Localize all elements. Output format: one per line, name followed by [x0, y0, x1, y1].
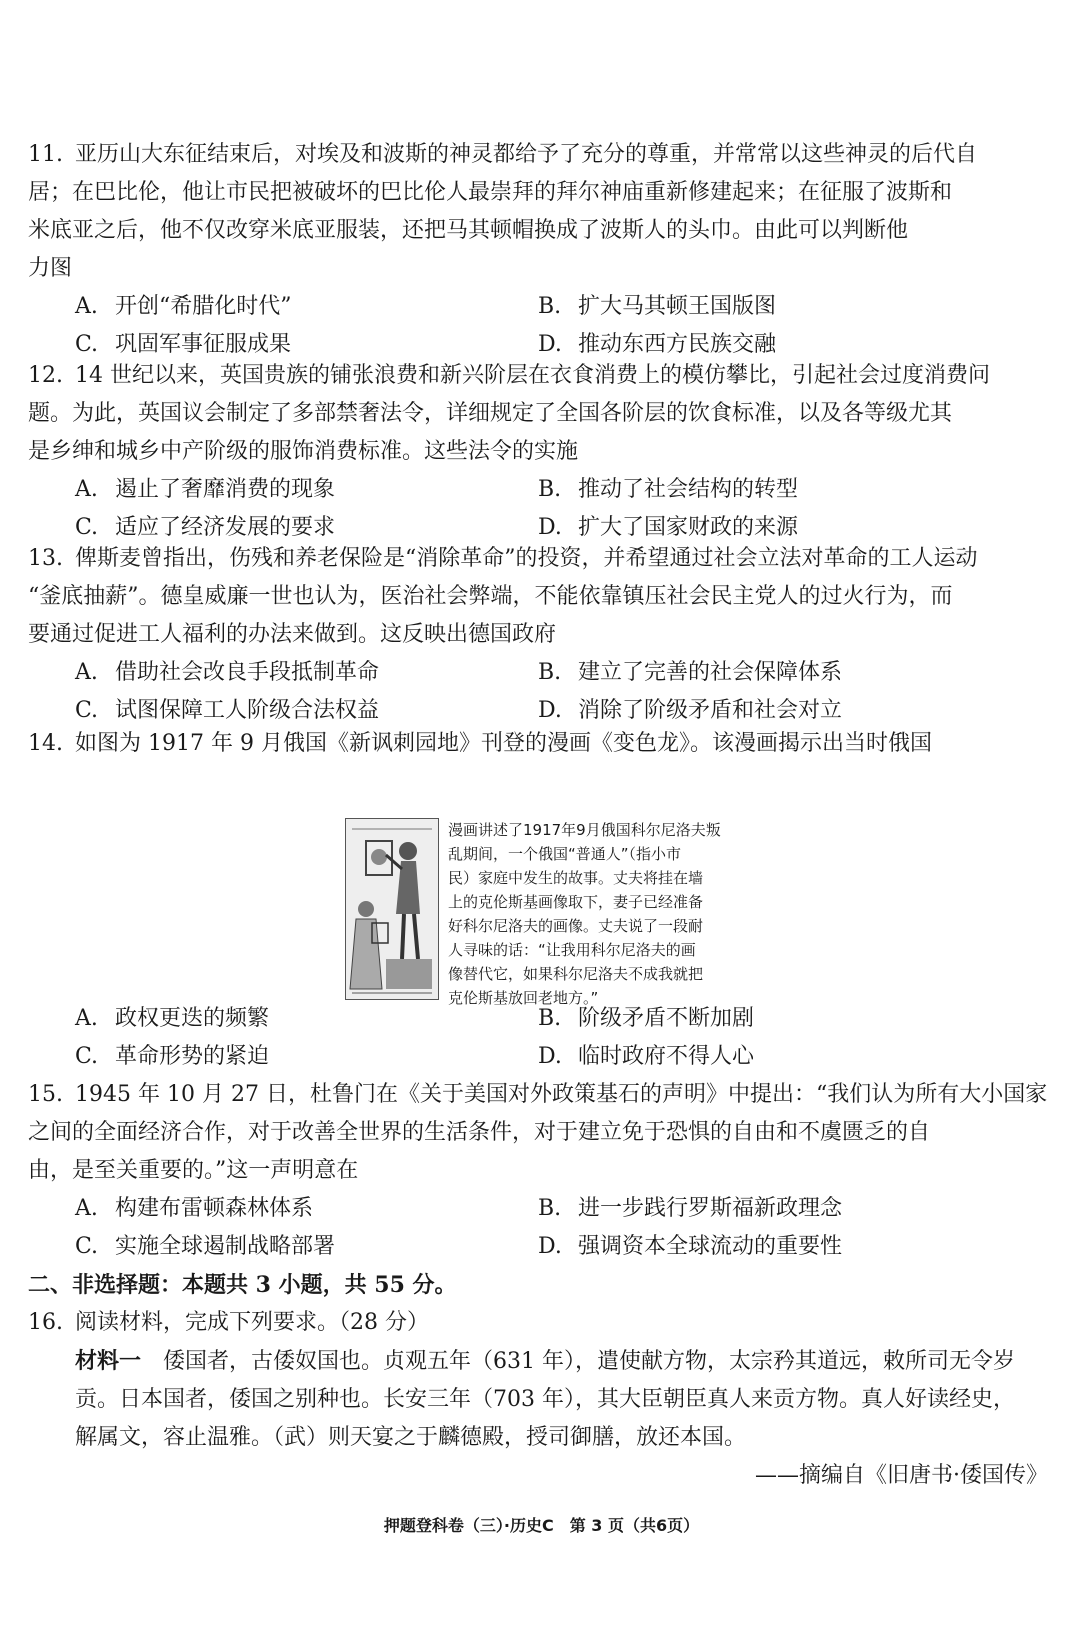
option-c: C. 巩固军事征服成果: [75, 332, 292, 357]
cartoon-figure: [345, 818, 765, 1007]
option-d: D. 临时政府不得人心: [538, 1044, 755, 1069]
option-d: D. 推动东西方民族交融: [538, 332, 777, 357]
question-number: 15.: [28, 1082, 63, 1107]
question-number: 13.: [28, 546, 63, 571]
option-b: B. 进一步践行罗斯福新政理念: [538, 1196, 843, 1221]
option-c: C. 适应了经济发展的要求: [75, 515, 336, 540]
material-line: 倭国者，古倭奴国也。贞观五年（631 年），遣使献方物，太宗矜其道远，敕所司无令岁: [163, 1349, 1016, 1374]
option-row: [28, 1000, 1058, 1038]
question-stem-line: 居；在巴比伦，他让市民把被破坏的巴比伦人最崇拜的拜尔神庙重新修建起来；在征服了波斯和: [28, 180, 953, 205]
cartoon-image: [345, 818, 439, 1000]
section-heading: [28, 1266, 1058, 1304]
option-d: D. 消除了阶级矛盾和社会对立: [538, 698, 843, 723]
question-stem-line: “釜底抽薪”。德皇威廉一世也认为，医治社会弊端，不能依靠镇压社会民主党人的过火行为，而: [28, 584, 953, 609]
option-a: A. 开创“希腊化时代”: [75, 294, 292, 319]
option-row: [28, 654, 1058, 692]
question-stem-line: 由，是至关重要的。”这一声明意在: [28, 1158, 359, 1183]
option-c: C. 试图保障工人阶级合法权益: [75, 698, 380, 723]
section-title: 二、非选择题：本题共 3 小题，共 55 分。: [28, 1272, 457, 1298]
question-stem-line: 1945 年 10 月 27 日，杜鲁门在《关于美国对外政策基石的声明》中提出：“我们认为所有大小国家: [75, 1082, 1048, 1107]
option-b: B. 建立了完善的社会保障体系: [538, 660, 843, 685]
question-stem-line: 如图为 1917 年 9 月俄国《新讽刺园地》刊登的漫画《变色龙》。该漫画揭示出当时俄国: [75, 731, 932, 756]
material-line: 贡。日本国者，倭国之别种也。长安三年（703 年），其大臣朝臣真人来贡方物。真人好读经史，: [75, 1387, 1015, 1412]
question-number: 14.: [28, 731, 63, 756]
question-stem-line: 亚历山大东征结束后，对埃及和波斯的神灵都给予了充分的尊重，并常常以这些神灵的后代自: [75, 142, 978, 167]
option-b: B. 阶级矛盾不断加剧: [538, 1006, 755, 1031]
option-row: [28, 1228, 1058, 1266]
option-row: [28, 1038, 1058, 1076]
question-14: [28, 725, 1058, 763]
question-stem-line: 俾斯麦曾指出，伤残和养老保险是“消除革命”的投资，并希望通过社会立法对革命的工人运动: [75, 546, 978, 571]
question-stem: 阅读材料，完成下列要求。（28 分）: [75, 1310, 429, 1335]
option-a: A. 政权更迭的频繁: [75, 1006, 270, 1031]
question-12: [28, 357, 1058, 547]
question-15: [28, 1076, 1058, 1266]
question-stem-line: 米底亚之后，他不仅改穿米底亚服装，还把马其顿帽换成了波斯人的头巾。由此可以判断他: [28, 218, 909, 243]
option-c: C. 实施全球遏制战略部署: [75, 1234, 336, 1259]
page-footer: 押题登科卷（三）·历史C 第 3 页（共6页）: [383, 1516, 700, 1535]
question-13: [28, 540, 1058, 730]
question-stem-line: 要通过促进工人福利的办法来做到。这反映出德国政府: [28, 622, 557, 647]
question-number: 16.: [28, 1310, 63, 1335]
material-label: 材料一: [75, 1348, 142, 1374]
question-stem-line: 之间的全面经济合作，对于改善全世界的生活条件，对于建立免于恐惧的自由和不虞匮乏的自: [28, 1120, 931, 1145]
option-a: A. 遏止了奢靡消费的现象: [75, 477, 336, 502]
question-stem-line: 题。为此，英国议会制定了多部禁奢法令，详细规定了全国各阶层的饮食标准，以及各等级尤其: [28, 401, 953, 426]
cartoon-caption: 漫画讲述了1917年9月俄国科尔尼洛夫叛 乱期间，一个俄国“普通人”（指小市 民）家庭中发生的故事。丈夫将挂在墙 上的克伦斯基画像取下，妻子已经准备 好科尔尼洛夫的画像。丈夫说了一段耐 人寻味的话：“让我用科尔尼洛夫的画 像替代它，如果科尔尼洛夫不成我就把 克伦斯基放回老地方。”: [448, 821, 721, 1007]
option-row: [28, 288, 1058, 326]
option-c: C. 革命形势的紧迫: [75, 1044, 270, 1069]
question-stem-line: 力图: [28, 256, 73, 281]
question-stem-line: 是乡绅和城乡中产阶级的服饰消费标准。这些法令的实施: [28, 439, 579, 464]
option-d: D. 强调资本全球流动的重要性: [538, 1234, 843, 1259]
option-b: B. 扩大马其顿王国版图: [538, 294, 777, 319]
question-number: 12.: [28, 363, 63, 388]
option-d: D. 扩大了国家财政的来源: [538, 515, 799, 540]
material-line: 解属文，容止温雅。（武）则天宴之于麟德殿，授司御膳，放还本国。: [75, 1425, 747, 1450]
question-number: 11.: [28, 142, 63, 167]
option-a: A. 借助社会改良手段抵制革命: [75, 660, 380, 685]
option-row: [28, 1190, 1058, 1228]
option-row: [28, 471, 1058, 509]
material-source: ——摘编自《旧唐书·倭国传》: [755, 1463, 1048, 1488]
question-11: [28, 136, 1058, 364]
cartoon-illustration-icon: [346, 819, 438, 999]
question-16: [28, 1304, 1058, 1495]
question-stem-line: 14 世纪以来，英国贵族的铺张浪费和新兴阶层在衣食消费上的模仿攀比，引起社会过度消费问: [75, 363, 990, 388]
option-b: B. 推动了社会结构的转型: [538, 477, 799, 502]
question-14-options: [28, 1000, 1058, 1076]
option-a: A. 构建布雷顿森林体系: [75, 1196, 314, 1221]
